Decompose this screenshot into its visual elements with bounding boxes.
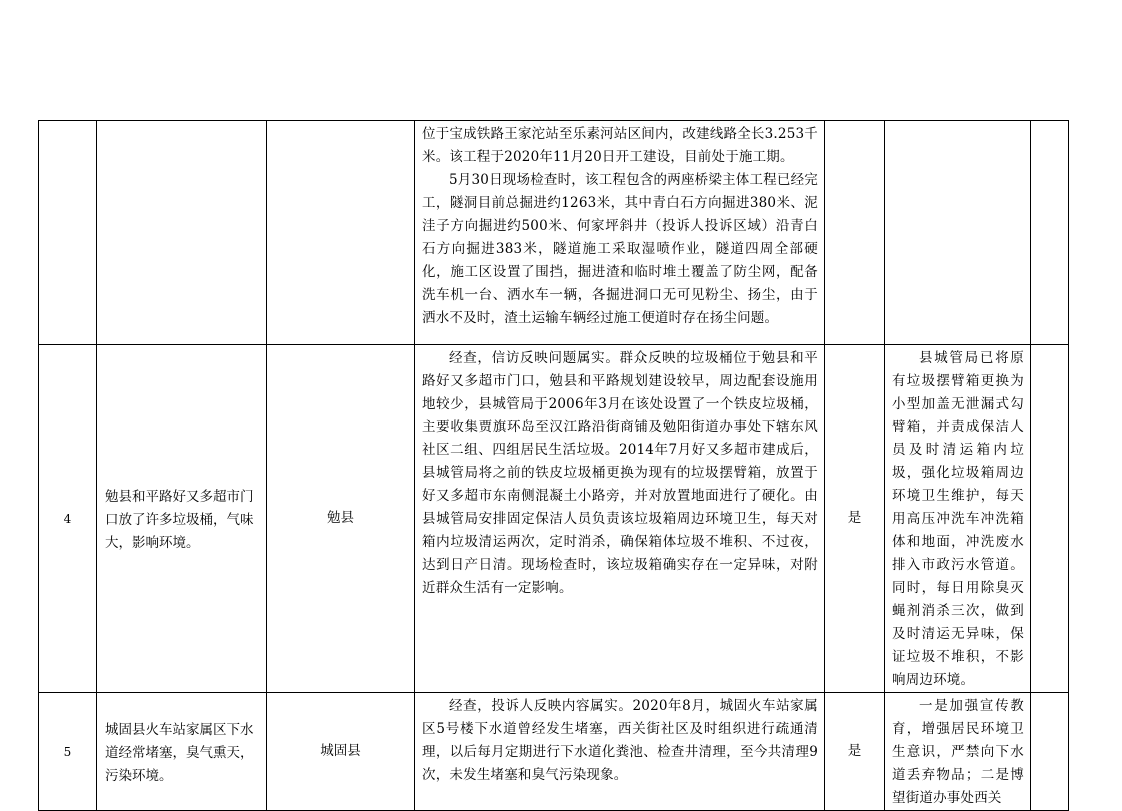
investigation-cell [415, 121, 825, 345]
rectification-cell [885, 345, 1031, 693]
issue-cell: 城固县火车站家属区下水道经常堵塞，臭气熏天，污染环境。 [97, 693, 267, 811]
investigation-paragraph: 位于宝成铁路王家沱站至乐素河站区间内，改建线路全长3.253千米。该工程于2020年11月20日开工建设，目前处于施工期。 [422, 126, 818, 165]
county-cell: 城固县 [267, 693, 415, 811]
extra-cell [1031, 121, 1069, 345]
investigation-paragraph: 5月30日现场检查时，该工程包含的两座桥梁主体工程已经完工，隧洞目前总掘进约1263米，其中青白石方向掘进380米、泥洼子方向掘进约500米、何家坪斜井（投诉人投诉区域）沿青白石方向掘进383米，隧道施工采取湿喷作业，隧道四周全部硬化，施工区设置了围挡，掘进渣和临时堆土覆盖了防尘网，配备洗车机一台、洒水车一辆，各掘进洞口无可见粉尘、扬尘，由于洒水不及时，渣土运输车辆经过施工便道时存在扬尘问题。 [422, 172, 818, 326]
investigation-paragraph: 经查，投诉人反映内容属实。2020年8月，城固火车站家属区5号楼下水道曾经发生堵塞，西关街社区及时组织进行疏通清理，以后每月定期进行下水道化粪池、检查井清理，至今共清理9次，未发生堵塞和臭气污染现象。 [422, 698, 818, 783]
number-cell [39, 121, 97, 345]
county-cell: 勉县 [267, 345, 415, 693]
county-cell [267, 121, 415, 345]
verified-cell: 是 [825, 345, 885, 693]
rectification-text: 一是加强宣传教育，增强居民环境卫生意识，严禁向下水道丢弃物品；二是博望街道办事处西关 [892, 698, 1024, 806]
investigation-cell [415, 345, 825, 693]
table-row [39, 345, 1069, 693]
investigation-paragraph: 经查，信访反映问题属实。群众反映的垃圾桶位于勉县和平路好又多超市门口，勉县和平路规划建设较早，周边配套设施用地较少，县城管局于2006年3月在该处设置了一个铁皮垃圾桶，主要收集贾旗环岛至汉江路沿街商铺及勉阳街道办事处下辖东风社区二组、四组居民生活垃圾。2014年7月好又多超市建成后，县城管局将之前的铁皮垃圾桶更换为现有的垃圾摆臂箱，放置于好又多超市东南侧混凝土小路旁，并对放置地面进行了硬化。由县城管局安排固定保洁人员负责该垃圾箱周边环境卫生，每天对箱内垃圾清运两次，定时消杀，确保箱体垃圾不堆积、不过夜，达到日产日清。现场检查时，该垃圾箱确实存在一定异味，对附近群众生活有一定影响。 [422, 350, 818, 596]
verified-cell [825, 121, 885, 345]
number-cell: 5 [39, 693, 97, 811]
table-row [39, 121, 1069, 345]
rectification-cell [885, 121, 1031, 345]
issue-cell: 勉县和平路好又多超市门口放了许多垃圾桶，气味大，影响环境。 [97, 345, 267, 693]
extra-cell [1031, 345, 1069, 693]
complaint-table [38, 120, 1069, 811]
verified-cell: 是 [825, 693, 885, 811]
issue-cell [97, 121, 267, 345]
number-cell: 4 [39, 345, 97, 693]
rectification-text: 县城管局已将原有垃圾摆臂箱更换为小型加盖无泄漏式勾臂箱，并责成保洁人员及时清运箱内垃圾，强化垃圾箱周边环境卫生维护，每天用高压冲洗车冲洗箱体和地面，冲洗废水排入市政污水管道。同时，每日用除臭灭蝇剂消杀三次，做到及时清运无异味，保证垃圾不堆积，不影响周边环境。 [892, 350, 1024, 688]
